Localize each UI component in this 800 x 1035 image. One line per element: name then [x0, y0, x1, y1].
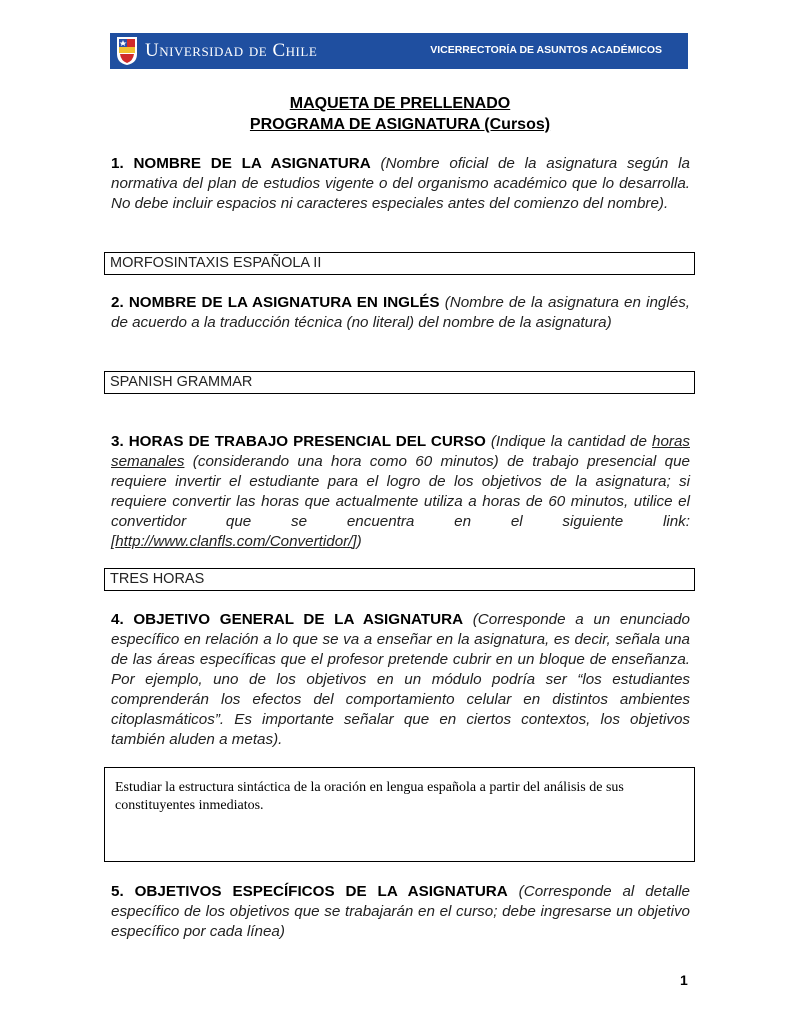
- section-3-heading: 3. HORAS DE TRABAJO PRESENCIAL DEL CURSO: [111, 433, 486, 450]
- section-1: [111, 154, 690, 214]
- section-3-note-b: (considerando una hora como 60 minutos) de trabajo presencial que requiere invertir el estudiante para el logro de los objetivos de la asignatura; si requiere convertir las horas que actualmente utiliza a horas de 60 minutos, utilice el convertidor que se encuentra en el siguiente link: [: [111, 453, 690, 550]
- section-3: [111, 432, 690, 552]
- university-logo-icon: [116, 36, 138, 66]
- section-2-answer-field[interactable]: SPANISH GRAMMAR: [104, 371, 695, 394]
- section-4: [111, 610, 690, 750]
- vicerrectoria-label: VICERRECTORÍA DE ASUNTOS ACADÉMICOS: [430, 44, 662, 56]
- section-5-heading: 5. OBJETIVOS ESPECÍFICOS DE LA ASIGNATURA: [111, 883, 508, 900]
- section-2-note: (Nombre de la asignatura en inglés, de acuerdo a la traducción técnica (no literal) del nombre de la asignatura): [111, 294, 691, 331]
- convertidor-link[interactable]: http://www.clanfls.com/Convertidor/: [115, 533, 353, 550]
- section-4-note: (Corresponde a un enunciado específico en relación a lo que se va a enseñar en la asignatura, es decir, señala una de las áreas específicas que el profesor pretende cubrir en un bloque de enseñanza. Por ejemplo, uno de los objetivos en un módulo podría ser “los estudiantes comprenderán los efectos del comportamiento celular en distintos ambientes citoplasmáticos”. Es importante señalar que en ciertos contextos, los objetivos también aluden a metas).: [111, 611, 690, 748]
- page-number: 1: [680, 972, 688, 988]
- section-2: [111, 293, 690, 333]
- section-4-heading: 4. OBJETIVO GENERAL DE LA ASIGNATURA: [111, 611, 464, 628]
- section-3-note-c: ]): [352, 533, 362, 550]
- section-1-heading: 1. NOMBRE DE LA ASIGNATURA: [111, 155, 371, 172]
- section-5-note: (Corresponde al detalle específico de los objetivos que se trabajarán en el curso; debe ingresarse un objetivo específico por cada línea): [111, 883, 690, 940]
- section-3-note-a: (Indique la cantidad de: [490, 433, 647, 450]
- section-3-note-underlined: horas semanales: [111, 433, 690, 470]
- document-subtitle: PROGRAMA DE ASIGNATURA (Cursos): [249, 116, 551, 133]
- university-name: Universidad de Chile: [145, 40, 318, 61]
- section-4-answer-field[interactable]: Estudiar la estructura sintáctica de la oración en lengua española a partir del análisis de sus constituyentes inmediatos.: [104, 767, 695, 862]
- section-5: [111, 882, 690, 942]
- section-1-note: (Nombre oficial de la asignatura según la normativa del plan de estudios vigente o del organismo académico que lo desarrolla. No debe incluir espacios ni caracteres especiales antes del comienzo del nombre).: [111, 155, 690, 212]
- header-banner: [110, 33, 688, 69]
- section-1-answer-field[interactable]: MORFOSINTAXIS ESPAÑOLA II: [104, 252, 695, 275]
- section-3-answer-field[interactable]: TRES HORAS: [104, 568, 695, 591]
- section-2-heading: 2. NOMBRE DE LA ASIGNATURA EN INGLÉS: [111, 294, 440, 311]
- document-title: MAQUETA DE PRELLENADO: [289, 95, 511, 112]
